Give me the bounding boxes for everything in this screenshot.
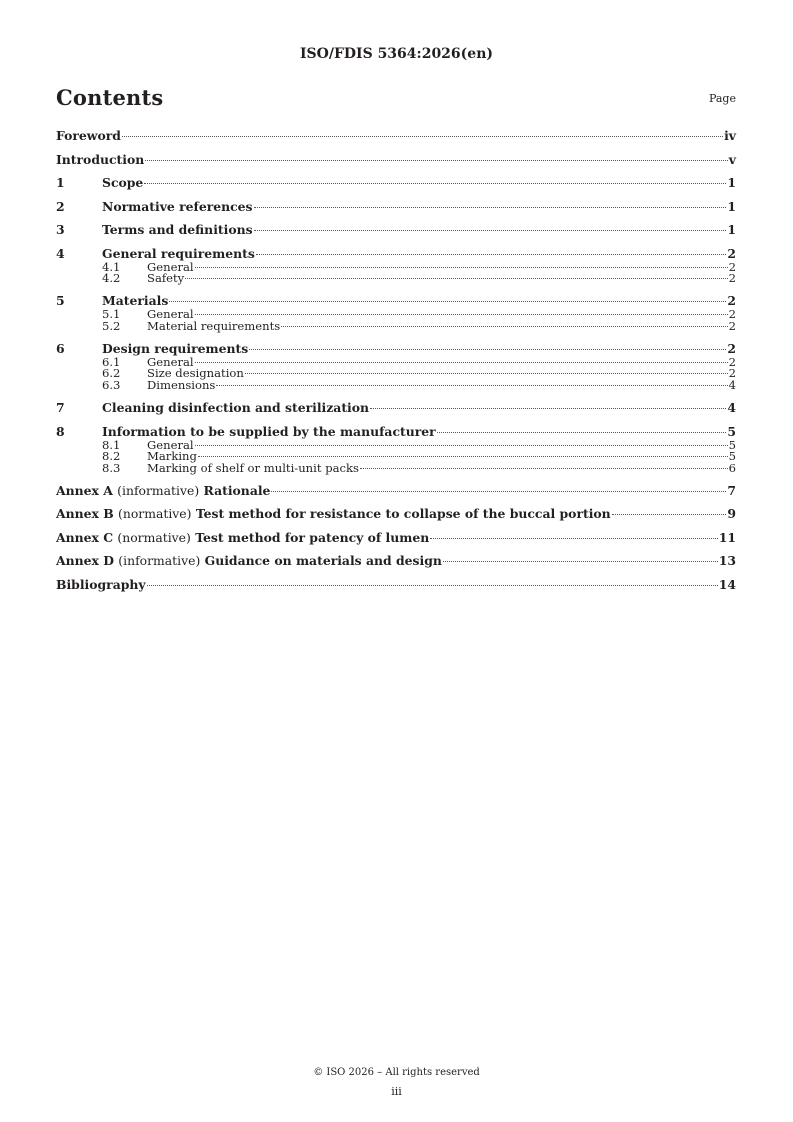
toc-entry-title: Cleaning disinfection and sterilization: [102, 400, 370, 416]
toc-entry-page: 7: [727, 482, 736, 498]
toc-entry-number: 1: [56, 175, 65, 190]
toc-entry-title: Terms and definitions: [102, 222, 253, 237]
toc-entry-page: 2: [728, 318, 736, 333]
dot-leader: [437, 432, 727, 433]
dot-leader: [254, 207, 727, 208]
dot-leader: [122, 136, 723, 137]
toc-entry-annex-a[interactable]: [56, 483, 736, 499]
toc-entry-page: 2: [727, 245, 736, 261]
dot-leader: [254, 230, 727, 231]
copyright-notice: © ISO 2026 – All rights reserved: [313, 1067, 480, 1078]
toc-entry-clause-3[interactable]: [56, 222, 736, 238]
toc-entry-title: Design requirements: [102, 340, 249, 356]
annex-title: Test method for patency of lumen: [195, 529, 430, 545]
dot-leader: [169, 301, 726, 302]
dot-leader: [195, 267, 728, 268]
toc-entry-number: 5.2: [102, 318, 121, 333]
toc-entry-page: 11: [718, 529, 736, 545]
toc-entry-page: 2: [728, 366, 736, 381]
toc-entry-page: 2: [728, 354, 736, 369]
toc-entry-page: 4: [727, 400, 736, 416]
toc-entry-number: 8.1: [102, 437, 121, 452]
toc-entry-title: Dimensions: [147, 378, 216, 393]
table-of-contents: [56, 128, 736, 593]
annex-label: Annex C: [56, 529, 114, 545]
toc-entry-title: [56, 553, 442, 569]
page-number: iii: [391, 1085, 402, 1098]
dot-leader: [147, 585, 718, 586]
annex-label: Annex B: [56, 506, 114, 522]
toc-entry-page: 1: [727, 222, 736, 237]
toc-entry-subclause-8-3[interactable]: [56, 463, 736, 475]
page-column-label: Page: [708, 92, 736, 105]
toc-entry-title: Normative references: [102, 198, 253, 214]
toc-entry-title: Introduction: [56, 151, 145, 167]
dot-leader: [430, 538, 717, 539]
dot-leader: [245, 373, 728, 374]
dot-leader: [360, 468, 728, 469]
toc-entry-number: 6.3: [102, 378, 121, 393]
toc-entry-title: Bibliography: [56, 576, 146, 592]
toc-entry-title: Material requirements: [147, 318, 281, 333]
toc-entry-number: 7: [56, 400, 65, 416]
annex-title: Guidance on materials and design: [204, 553, 442, 569]
dot-leader: [144, 183, 726, 184]
toc-entry-page: 1: [727, 198, 736, 214]
toc-entry-page: iv: [724, 128, 736, 143]
annex-type: (normative): [118, 506, 192, 522]
dot-leader: [195, 445, 728, 446]
toc-entry-title: General requirements: [102, 245, 255, 261]
toc-entry-title: Scope: [102, 175, 144, 190]
document-id-header: ISO/FDIS 5364:2026(en): [299, 46, 493, 62]
dot-leader: [612, 514, 727, 515]
toc-entry-title: Materials: [102, 293, 169, 309]
toc-entry-title: General: [147, 354, 194, 369]
dot-leader: [249, 349, 726, 350]
dot-leader: [281, 326, 727, 327]
annex-label: Annex A: [56, 482, 113, 498]
toc-entry-page: 6: [728, 461, 736, 476]
toc-entry-number: 3: [56, 222, 65, 237]
toc-entry-page: 2: [727, 340, 736, 356]
toc-entry-page: 2: [728, 271, 736, 286]
toc-entry-number: 8: [56, 423, 65, 439]
annex-title: Test method for resistance to collapse of the buccal portion: [195, 506, 611, 522]
toc-entry-subclause-4-2[interactable]: [56, 273, 736, 285]
toc-entry-title: General: [147, 259, 194, 274]
toc-entry-subclause-6-3[interactable]: [56, 380, 736, 392]
toc-entry-page: 5: [727, 423, 736, 439]
toc-entry-page: 13: [718, 553, 736, 569]
toc-entry-number: 2: [56, 198, 65, 214]
toc-entry-title: Foreword: [56, 128, 121, 143]
toc-entry-title: Information to be supplied by the manufacturer: [102, 423, 436, 439]
toc-entry-title: [56, 530, 429, 546]
toc-entry-page: v: [728, 151, 736, 167]
toc-entry-title: [56, 483, 270, 499]
toc-entry-page: 2: [728, 307, 736, 322]
dot-leader: [216, 385, 727, 386]
toc-entry-number: 6: [56, 340, 65, 356]
toc-entry-number: 5: [56, 293, 65, 309]
toc-entry-title: Marking: [147, 449, 197, 464]
toc-entry-clause-2[interactable]: [56, 199, 736, 215]
toc-entry-page: 5: [728, 437, 736, 452]
toc-entry-page: 9: [727, 506, 736, 522]
annex-type: (informative): [117, 482, 200, 498]
toc-entry-annex-b[interactable]: [56, 506, 736, 522]
toc-entry-title: [56, 506, 611, 522]
toc-entry-title: General: [147, 437, 194, 452]
toc-entry-page: 14: [718, 576, 736, 592]
toc-entry-number: 5.1: [102, 307, 121, 322]
toc-entry-foreword[interactable]: [56, 128, 736, 144]
toc-entry-clause-1[interactable]: [56, 175, 736, 191]
toc-entry-subclause-5-2[interactable]: [56, 318, 736, 333]
annex-type: (informative): [118, 553, 201, 569]
contents-title: Contents: [56, 85, 164, 110]
dot-leader: [145, 160, 728, 161]
toc-entry-page: 2: [728, 259, 736, 274]
toc-entry-number: 4: [56, 245, 65, 261]
toc-entry-page: 2: [727, 293, 736, 309]
dot-leader: [198, 456, 728, 457]
toc-entry-number: 6.1: [102, 354, 121, 369]
dot-leader: [185, 278, 727, 279]
toc-entry-page: 5: [728, 449, 736, 464]
toc-entry-introduction[interactable]: [56, 152, 736, 168]
toc-entry-number: 8.3: [102, 461, 121, 476]
toc-entry-number: 6.2: [102, 366, 121, 381]
annex-type: (normative): [117, 529, 191, 545]
toc-entry-title: Size designation: [147, 366, 244, 381]
toc-entry-clause-7[interactable]: [56, 400, 736, 416]
toc-entry-annex-d[interactable]: [56, 553, 736, 569]
toc-entry-number: 8.2: [102, 449, 121, 464]
dot-leader: [443, 561, 718, 562]
annex-label: Annex D: [56, 553, 114, 569]
toc-entry-number: 4.2: [102, 271, 121, 286]
toc-entry-number: 4.1: [102, 259, 121, 274]
toc-entry-title: Safety: [147, 271, 185, 286]
toc-entry-title: General: [147, 307, 194, 322]
toc-entry-bibliography[interactable]: [56, 577, 736, 593]
toc-entry-annex-c[interactable]: [56, 530, 736, 546]
dot-leader: [271, 491, 726, 492]
toc-entry-page: 4: [728, 378, 736, 393]
dot-leader: [256, 254, 727, 255]
dot-leader: [370, 408, 726, 409]
annex-title: Rationale: [203, 482, 271, 498]
toc-entry-page: 1: [727, 175, 736, 190]
dot-leader: [195, 314, 728, 315]
toc-entry-title: Marking of shelf or multi-unit packs: [147, 461, 359, 476]
dot-leader: [195, 362, 728, 363]
